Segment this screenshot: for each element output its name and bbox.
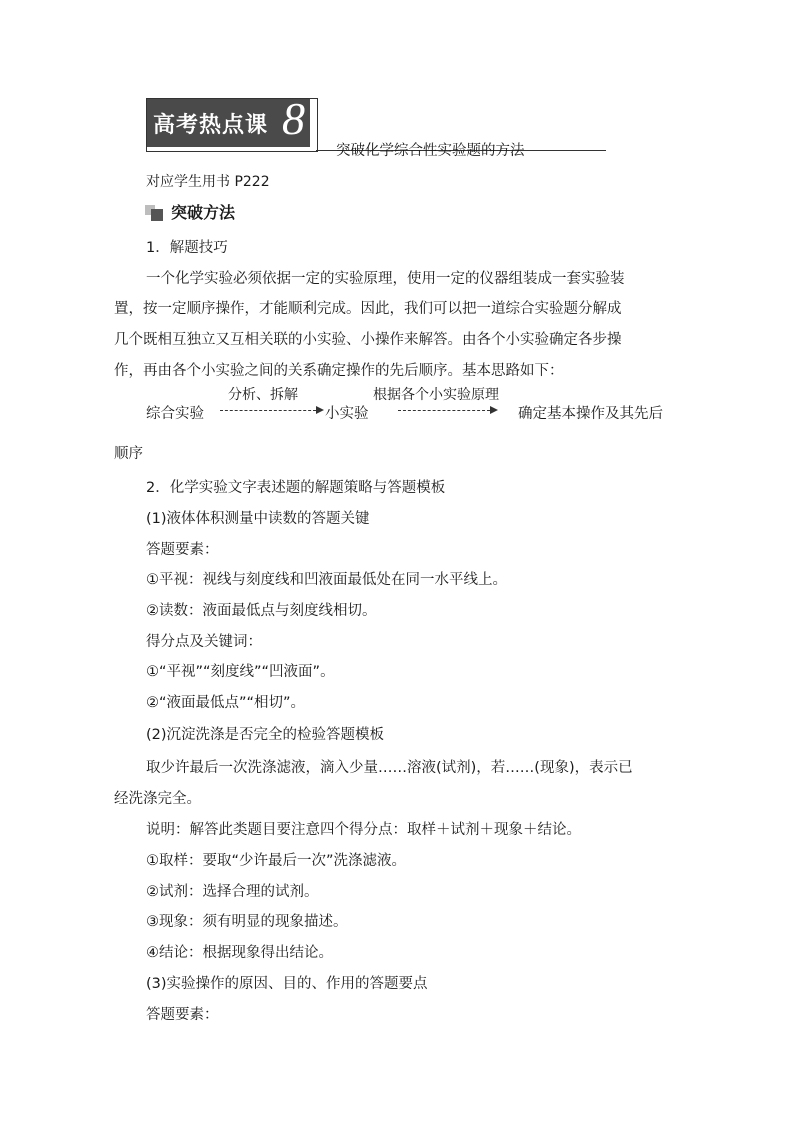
s2-sub2-note: 说明：解答此类题目要注意四个得分点：取样＋试剂＋现象＋结论。 [146, 822, 581, 838]
header-number: 8 [282, 93, 305, 144]
s2-sub2-item4: ④结论：根据现象得出结论。 [146, 945, 333, 961]
s2-sub1-item4: ②“液面最低点”“相切”。 [146, 695, 306, 711]
flow-arrow1-label: 分析、拆解 [228, 387, 298, 403]
s2-sub1-item1: ①平视：视线与刻度线和凹液面最低处在同一水平线上。 [146, 572, 507, 588]
s2-sub1-item2: ②读数：液面最低点与刻度线相切。 [146, 603, 377, 619]
s1-line-4: 作，再由各个小实验之间的关系确定操作的先后顺序。基本思路如下： [114, 363, 564, 379]
s2-sub1-label1: 答题要素： [146, 542, 219, 558]
s2-sub1-label2: 得分点及关键词： [146, 634, 262, 650]
flow-arrow2-head [490, 406, 498, 414]
flow-arrow1-head [316, 406, 324, 414]
s1-line-3: 几个既相互独立又互相关联的小实验、小操作来解答。由各个小实验确定各步操 [114, 332, 622, 348]
book-reference: 对应学生用书 P222 [146, 174, 270, 190]
s2-sub3-label: 答题要素： [146, 1007, 219, 1023]
s1-line-1: 一个化学实验必须依据一定的实验原理，使用一定的仪器组装成一套实验装 [146, 271, 625, 287]
flow-start: 综合实验 [146, 406, 204, 422]
section-title: 突破方法 [171, 203, 236, 222]
flow-arrow2 [398, 410, 490, 411]
s1-heading: 1．解题技巧 [146, 240, 228, 256]
s2-sub2-line2: 经洗涤完全。 [114, 791, 201, 807]
flow-middle: 小实验 [325, 406, 369, 422]
section-square-icon [145, 201, 167, 221]
s2-sub1-item3: ①“平视”“刻度线”“凹液面”。 [146, 664, 335, 680]
flow-arrow1 [220, 410, 316, 411]
header-subtitle: 突破化学综合性实验题的方法 [336, 143, 525, 159]
s2-sub3-title: (3)实验操作的原因、目的、作用的答题要点 [146, 976, 428, 992]
s1-line-2: 置，按一定顺序操作，才能顺利完成。因此，我们可以把一道综合实验题分解成 [114, 301, 622, 317]
header-title: 高考热点课 [153, 112, 269, 138]
flow-arrow2-label: 根据各个小实验原理 [373, 387, 499, 403]
s2-heading: 2．化学实验文字表述题的解题策略与答题模板 [146, 480, 446, 496]
s2-sub1-title: (1)液体体积测量中读数的答题关键 [146, 511, 370, 527]
flow-end-cont: 顺序 [114, 446, 143, 462]
s2-sub2-item1: ①取样：要取“少许最后一次”洗涤滤液。 [146, 853, 407, 869]
flow-end: 确定基本操作及其先后 [518, 406, 663, 422]
s2-sub2-item2: ②试剂：选择合理的试剂。 [146, 884, 319, 900]
s2-sub2-line1: 取少许最后一次洗涤滤液，滴入少量……溶液(试剂)，若……(现象)，表示已 [146, 760, 633, 776]
s2-sub2-title: (2)沉淀洗涤是否完全的检验答题模板 [146, 727, 385, 743]
s2-sub2-item3: ③现象：须有明显的现象描述。 [146, 914, 348, 930]
